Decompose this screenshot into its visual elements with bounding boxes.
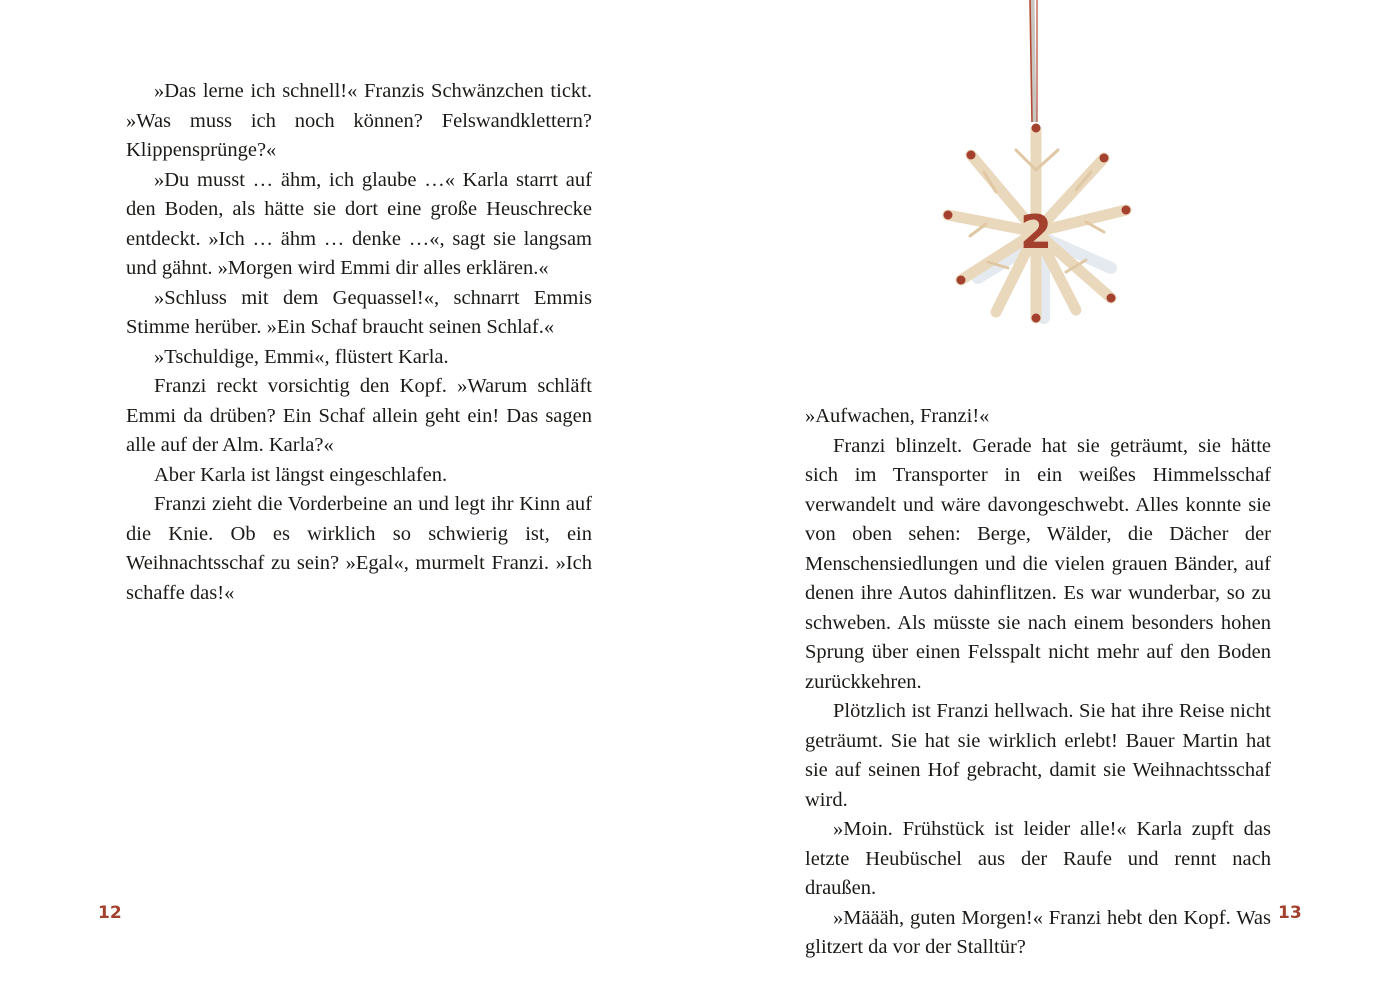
paragraph: »Aufwachen, Franzi!« [805, 405, 990, 427]
paragraph: Aber Karla ist längst eingeschlafen. [154, 463, 448, 486]
paragraph: »Tschuldige, Emmi«, flüstert Karla. [154, 345, 449, 368]
paragraph: Franzi zieht die Vorderbeine an und legt ihr Kinn auf die Knie. Ob es wirklich so schwierig ist, ein Weihnachtsschaf zu sein? »Egal«, murmelt Franzi. »Ich schaffe das!« [126, 493, 592, 604]
star-ornament-icon [926, 0, 1146, 340]
page-number-right: 13 [1278, 903, 1302, 923]
paragraph: »Schluss mit dem Gequassel!«, schnarrt Emmis Stimme herüber. »Ein Schaf braucht seinen Schlaf.« [126, 286, 592, 338]
right-text-block [805, 402, 1271, 963]
paragraph: Plötzlich ist Franzi hellwach. Sie hat ihre Reise nicht geträumt. Sie hat sie wirklich erlebt! Bauer Martin hat sie auf seinen Hof gebracht, damit sie Weihnachtsschaf wird. [805, 700, 1271, 811]
paragraph: »Moin. Frühstück ist leider alle!« Karla zupft das letzte Heubüschel aus der Raufe und rennt nach draußen. [805, 818, 1271, 899]
right-page [698, 0, 1396, 1000]
left-text-block [126, 77, 592, 608]
paragraph: Franzi reckt vorsichtig den Kopf. »Warum schläft Emmi da drüben? Ein Schaf allein geht ein! Das sagen alle auf der Alm. Karla?« [126, 375, 592, 456]
paragraph: »Das lerne ich schnell!« Franzis Schwänzchen tickt. »Was muss ich noch können? Felswandklettern? Klippensprünge?« [126, 80, 592, 161]
page-number-left: 12 [98, 903, 122, 923]
paragraph: »Määäh, guten Morgen!« Franzi hebt den Kopf. Was glitzert da vor der Stalltür? [805, 906, 1271, 958]
ornament-number: 2 [1019, 205, 1053, 259]
paragraph: »Du musst … ähm, ich glaube …« Karla starrt auf den Boden, als hätte sie dort eine große Heuschrecke entdeckt. »Ich … ähm … denke …«, sagt sie langsam und gähnt. »Morgen wird Emmi dir alles erklären.« [126, 168, 592, 279]
paragraph: Franzi blinzelt. Gerade hat sie geträumt, sie hätte sich im Transporter in ein weißes Himmelsschaf verwandelt und wäre davongeschwebt. Alles konnte sie von oben sehen: Berge, Wälder, die Dächer der Menschensiedlungen und die vielen grauen Bänder, auf denen ihre Autos dahinflitzen. Es war wunderbar, so zu schweben. Als müsste sie nach einem besonders hohen Sprung über einen Felsspalt nicht mehr auf den Boden zurückkehren. [805, 434, 1271, 693]
